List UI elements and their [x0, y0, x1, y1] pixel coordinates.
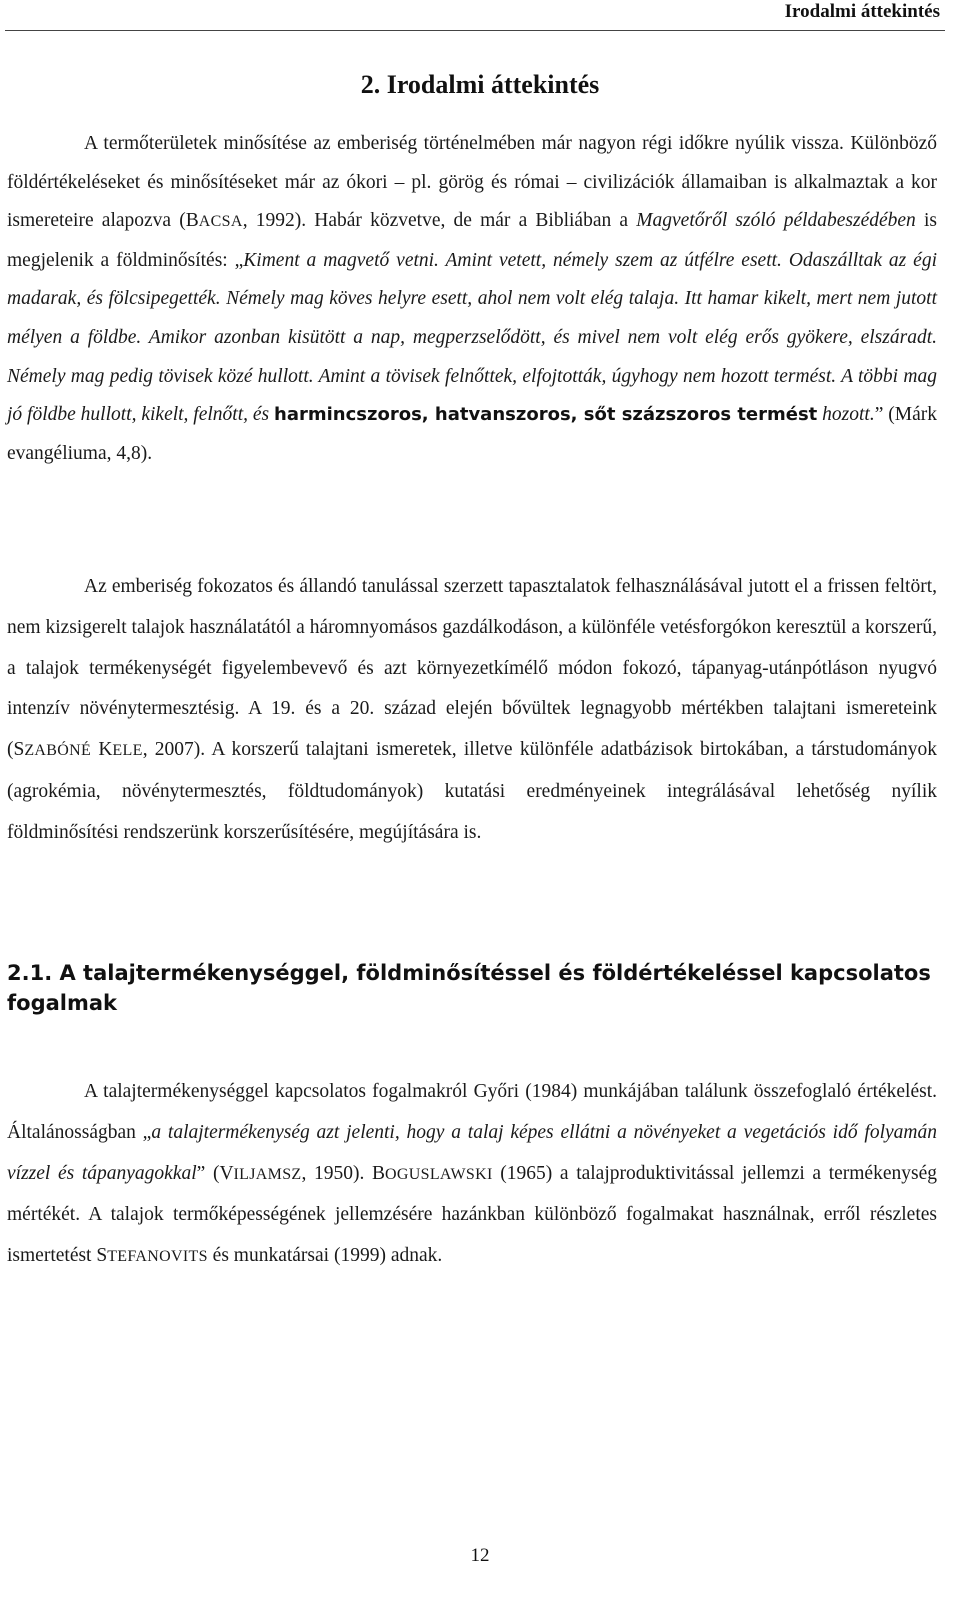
- citation-bacsa: ACSA: [198, 213, 243, 231]
- paragraph-text: ” (V: [196, 1162, 234, 1184]
- header-divider: [5, 30, 945, 31]
- page-number: 12: [470, 1545, 490, 1566]
- section-title: 2.1. A talajtermékenységgel, földminősítéssel és földértékeléssel kapcsolatos fogalmak: [7, 961, 931, 1015]
- paragraph-text: is megjelenik a földminősítés: „: [7, 210, 937, 271]
- paragraph-text: , 2007). A korszerű talajtani ismeretek, illetve különféle adatbázisok birtokában, a társtudományok (agrokémia, növénytermesztés, földtudományok) kutatási eredményeinek integrálásával lehetőség nyílik földminősítési rendszerünk korszerűsítésére, megújítására is.: [7, 739, 937, 843]
- paragraph-text: Az emberiség fokozatos és állandó tanulással szerzett tapasztalatok felhasználásával jutott el a frissen feltört, nem kizsigerelt talajok használatától a háromnyomásos gazdálkodáson, a különféle vetésforgókon keresztül a korszerű, a talajok termékenységét figyelembevevő és azt környezetkímélő módon fokozó, tápanyag-utánpótláson nyugvó intenzív növénytermesztésig. A 19. és a 20. század elején bővültek legnagyobb mértékben talajtani ismereteink (S: [7, 576, 937, 761]
- definition-quote: a talajtermékenység azt jelenti, hogy a talaj képes ellátni a növényeket a vegetációs idő folyamán vízzel és tápanyagokkal: [7, 1121, 937, 1184]
- bible-quote: Kiment a magvető vetni. Amint vetett, némely szem az útfélre esett. Odaszálltak az égi madarak, és fölcsipegették. Némely mag köves helyre esett, ahol nem volt elég talaja. Itt hamar kikelt, mert nem jutott mélyen a földbe. Amikor azonban kisütött a nap, megperzselődött, és mivel nem volt elég erős gyökere, elszáradt. Némely mag pedig tövisek közé hullott. Amint a tövisek felnőttek, elfojtották, úgyhogy nem hozott termést. A többi mag jó földbe hullott, kikelt, felnőtt, és: [7, 249, 937, 426]
- citation-stefanovits: TEFANOVITS: [107, 1248, 208, 1266]
- bible-quote-emphasis: harmincszoros, hatvanszoros, sőt százszoros termést: [274, 404, 818, 426]
- paragraph-intro: [7, 125, 937, 473]
- citation-viljamsz: ILJAMSZ: [233, 1165, 302, 1183]
- paragraph-text: A talajtermékenységgel kapcsolatos fogalmakról Győri (1984) munkájában találunk összefoglaló értékelést. Általánosságban „: [7, 1081, 937, 1143]
- chapter-title: 2. Irodalmi áttekintés: [360, 70, 600, 99]
- paragraph-text: (1965) a talajproduktivitással jellemzi a termékenység mértékét. A talajok termőképességének jellemzésére hazánkban különböző fogalmakat használnak, erről részletes ismertetést S: [7, 1162, 937, 1267]
- paragraph-history: [7, 567, 937, 854]
- running-header: Irodalmi áttekintés: [784, 1, 940, 22]
- paragraph-text: és munkatársai (1999) adnak.: [207, 1245, 443, 1267]
- bible-quote-end: hozott.: [817, 404, 875, 426]
- paragraph-text: A termőterületek minősítése az emberiség történelmében már nagyon régi időkre nyúlik vissza. Különböző földértékeléseket és minősítéseket már az ókori – pl. görög és római – civilizációk államaiban is alkalmaztak a kor ismereteire alapozva (B: [7, 133, 937, 232]
- bible-reference: ” (Márk evangéliuma, 4,8).: [7, 404, 937, 464]
- citation-boguslawski: OGUSLAWSKI: [385, 1165, 493, 1183]
- paragraph-text: K: [91, 739, 113, 761]
- citation-kele: ELE: [112, 742, 143, 760]
- citation-szabone: ZABÓNÉ: [24, 742, 92, 760]
- paragraph-text: , 1992). Habár közvetve, de már a Bibliában a: [242, 210, 637, 232]
- parable-title: Magvetőről szóló példabeszédében: [636, 210, 916, 232]
- paragraph-concepts: [7, 1072, 937, 1278]
- paragraph-text: , 1950). B: [301, 1162, 386, 1184]
